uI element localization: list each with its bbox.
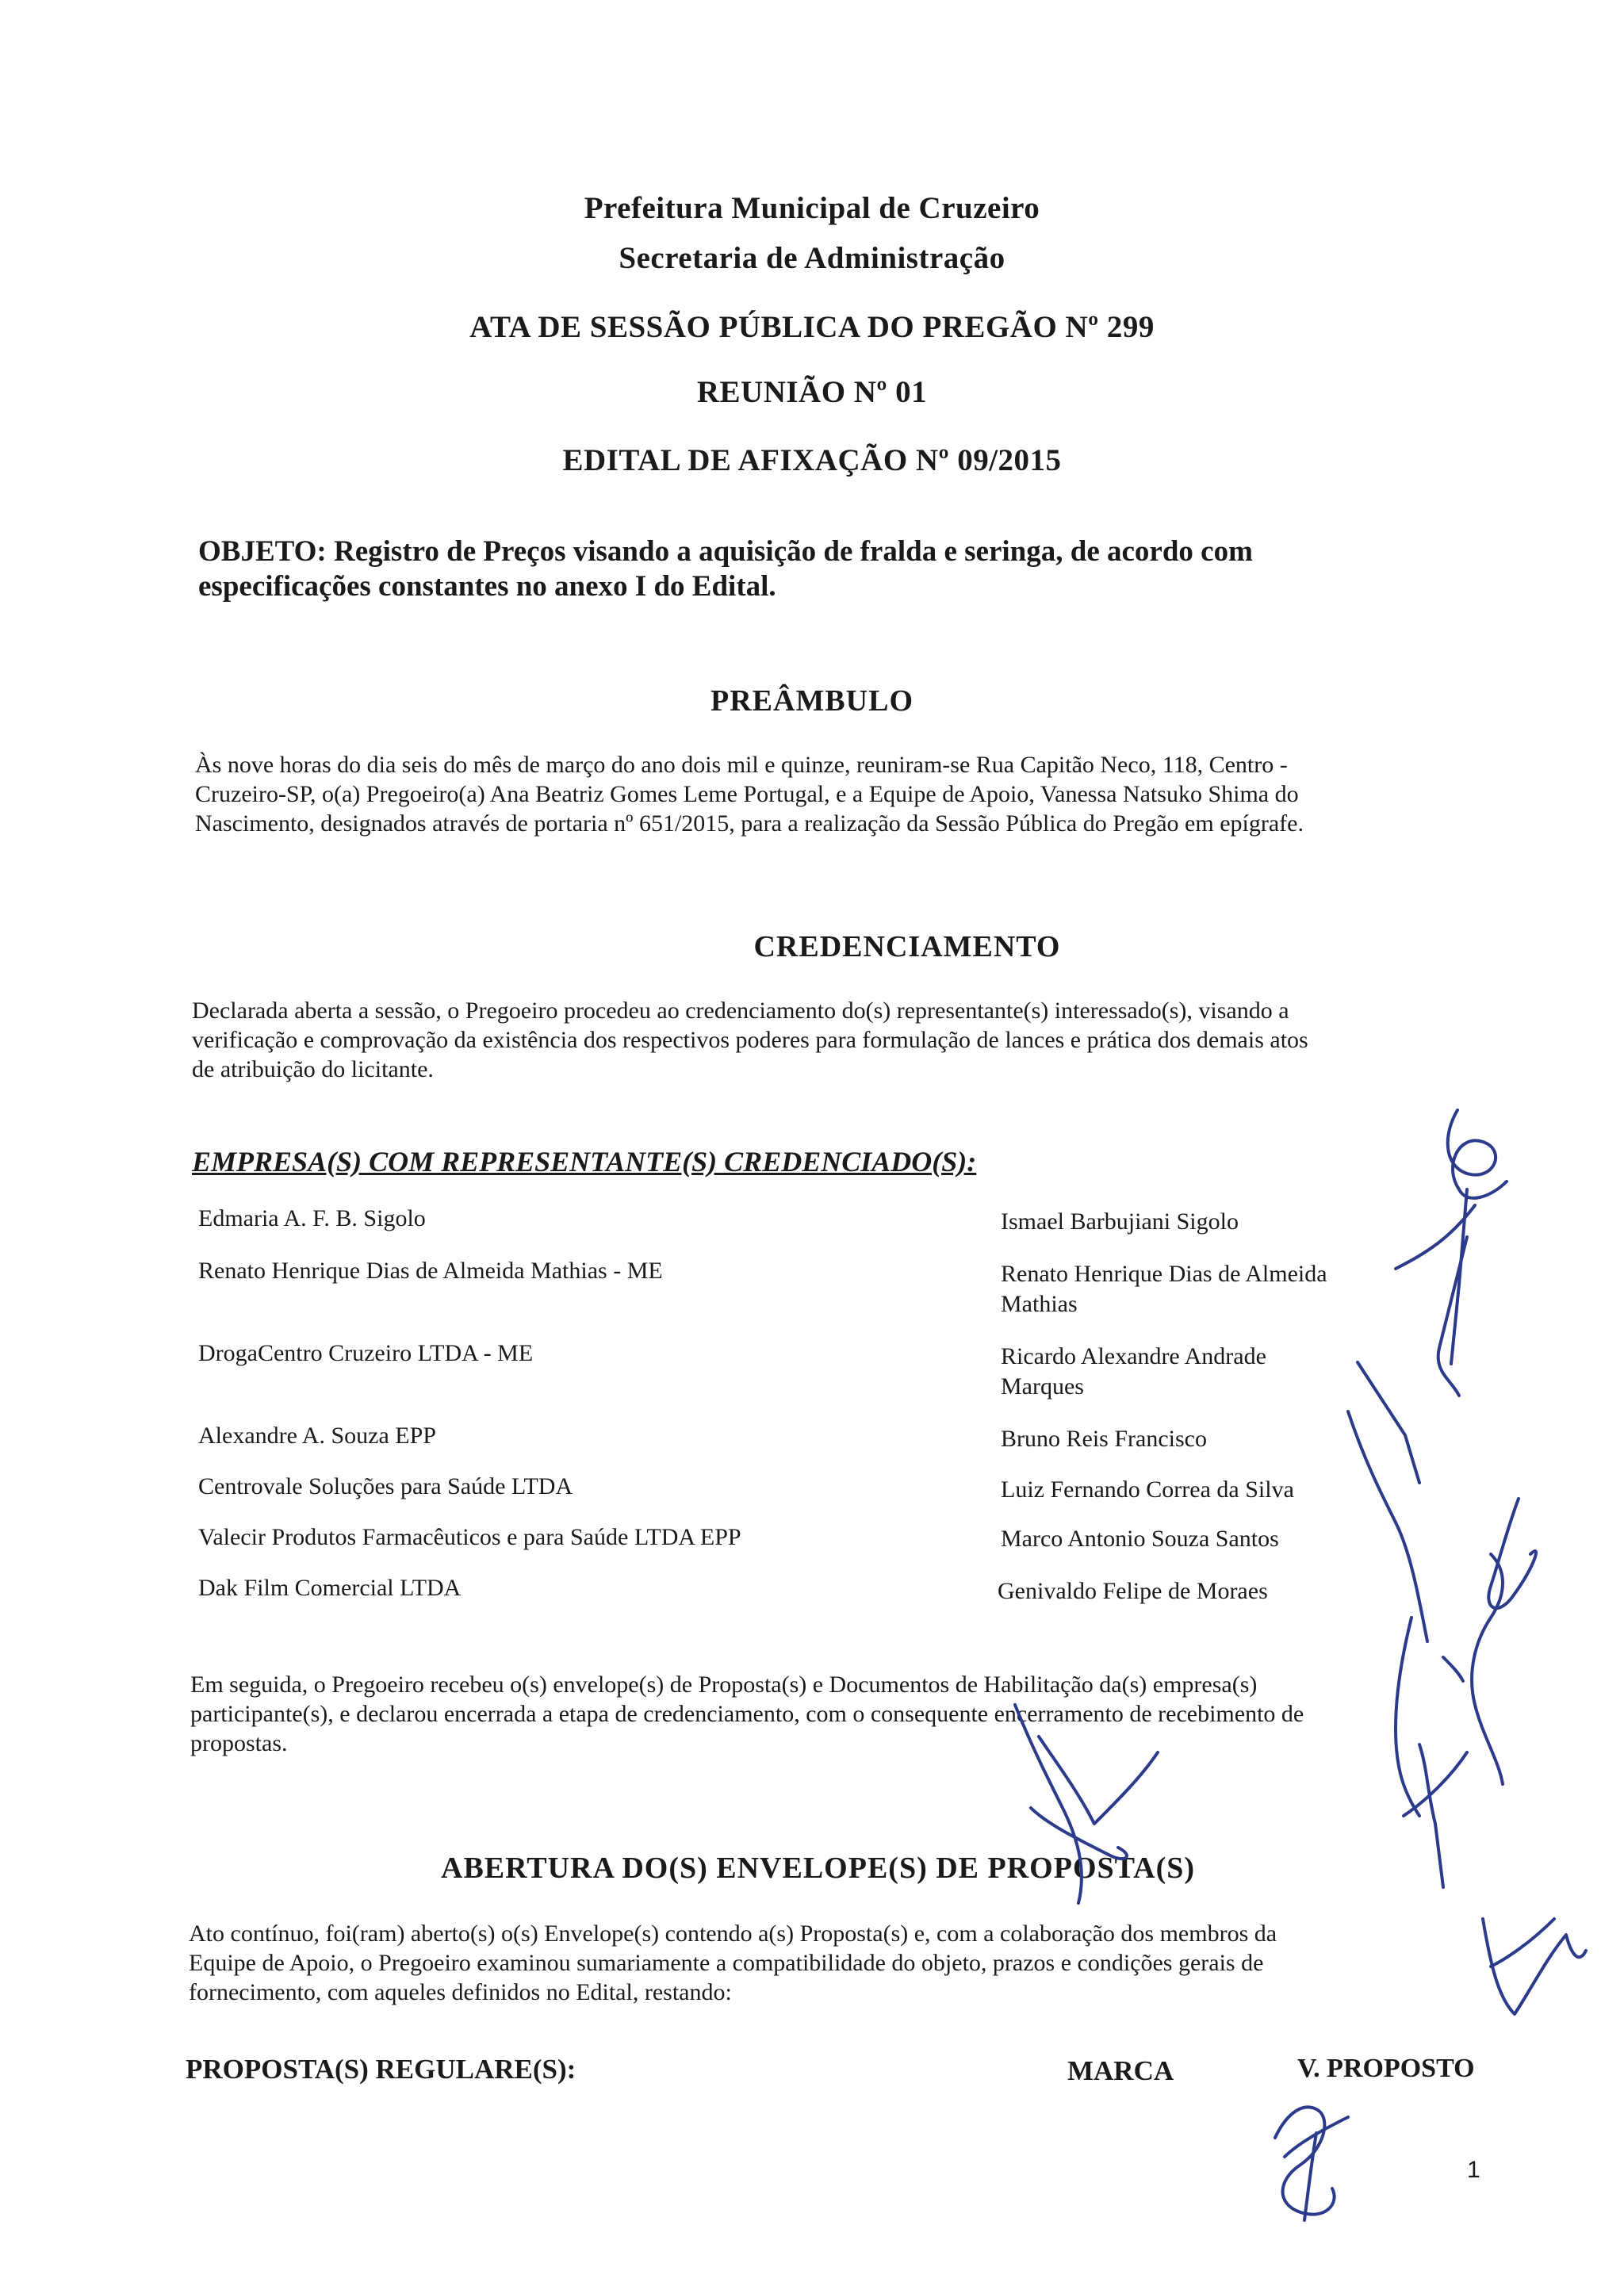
- credenciamento-title: CREDENCIAMENTO: [753, 930, 1061, 963]
- signature-mark: [1396, 1618, 1419, 1816]
- representative-name: Bruno Reis Francisco: [1001, 1426, 1207, 1452]
- signature-mark: [1015, 1705, 1082, 1903]
- edital-number: EDITAL DE AFIXAÇÃO Nº 09/2015: [562, 443, 1062, 477]
- signature-mark: [1451, 1189, 1467, 1364]
- signature-mark: [1472, 1554, 1503, 1784]
- company-name: Dak Film Comercial LTDA: [198, 1575, 462, 1601]
- valor-proposto-column-header: V. PROPOSTO: [1297, 2054, 1475, 2083]
- representative-name: Ricardo Alexandre Andrade Marques: [1001, 1343, 1266, 1400]
- company-name: Edmaria A. F. B. Sigolo: [198, 1205, 426, 1231]
- signature-mark: [1438, 1237, 1467, 1396]
- empresas-title: EMPRESA(S) COM REPRESENTANTE(S) CREDENCIADO(S):: [192, 1146, 977, 1178]
- signature-mark: [1304, 2133, 1316, 2220]
- signature-mark: [1448, 1110, 1507, 1198]
- objeto-line-1: OBJETO: Registro de Preços visando a aquisição de fralda e seringa, de acordo com: [198, 535, 1253, 568]
- objeto-line-2: especificações constantes no anexo I do Edital.: [198, 570, 776, 603]
- company-name: Valecir Produtos Farmacêuticos e para Saúde LTDA EPP: [198, 1524, 741, 1550]
- abertura-line-2: Equipe de Apoio, o Pregoeiro examinou sumariamente a compatibilidade do objeto, prazos e condições gerais de: [189, 1950, 1264, 1976]
- preambulo-line-1: Às nove horas do dia seis do mês de março do ano dois mil e quinze, reuniram-se Rua Capitão Neco, 118, Centro -: [195, 752, 1288, 778]
- company-name: Renato Henrique Dias de Almeida Mathias - ME: [198, 1258, 663, 1284]
- institution-name: Prefeitura Municipal de Cruzeiro: [584, 191, 1040, 225]
- credenciamento-line-3: de atribuição do licitante.: [192, 1056, 434, 1082]
- company-name: Alexandre A. Souza EPP: [198, 1423, 436, 1449]
- signature-mark: [1039, 1737, 1158, 1824]
- signature-mark: [1491, 1919, 1554, 1966]
- abertura-title: ABERTURA DO(S) ENVELOPE(S) DE PROPOSTA(S): [441, 1852, 1196, 1885]
- preambulo-line-2: Cruzeiro-SP, o(a) Pregoeiro(a) Ana Beatriz Gomes Leme Portugal, e a Equipe de Apoio, Vanessa Natsuko Shima do: [195, 781, 1299, 807]
- abertura-line-3: fornecimento, com aqueles definidos no Edital, restando:: [189, 1979, 732, 2005]
- representative-name: Luiz Fernando Correa da Silva: [1001, 1476, 1294, 1503]
- company-name: DrogaCentro Cruzeiro LTDA - ME: [198, 1340, 534, 1366]
- meeting-number: REUNIÃO Nº 01: [696, 375, 928, 409]
- seguida-line-2: participante(s), e declarou encerrada a etapa de credenciamento, com o consequente encerramento de recebimento de: [190, 1701, 1304, 1727]
- signature-mark: [1443, 1657, 1463, 1681]
- page-number: 1: [1467, 2157, 1480, 2183]
- representative-name: Genivaldo Felipe de Moraes: [998, 1578, 1268, 1604]
- credenciamento-line-1: Declarada aberta a sessão, o Pregoeiro procedeu ao credenciamento do(s) representante(s) interessado(s), visando a: [192, 998, 1289, 1024]
- preambulo-title: PREÂMBULO: [710, 684, 914, 718]
- signature-mark: [1488, 1499, 1536, 1608]
- representative-name: Renato Henrique Dias de Almeida Mathias: [1001, 1261, 1327, 1317]
- seguida-line-1: Em seguida, o Pregoeiro recebeu o(s) envelope(s) de Proposta(s) e Documentos de Habilitação da(s) empresa(s): [190, 1672, 1258, 1698]
- preambulo-line-3: Nascimento, designados através de portaria nº 651/2015, para a realização da Sessão Pública do Pregão em epígrafe.: [195, 810, 1304, 837]
- signature-mark: [1419, 1744, 1443, 1887]
- credenciamento-line-2: verificação e comprovação da existência dos respectivos poderes para formulação de lances e prática dos demais atos: [192, 1027, 1308, 1053]
- document-title: ATA DE SESSÃO PÚBLICA DO PREGÃO Nº 299: [469, 310, 1155, 344]
- seguida-line-3: propostas.: [190, 1730, 288, 1756]
- department-name: Secretaria de Administração: [619, 241, 1005, 275]
- propostas-regulares-label: PROPOSTA(S) REGULARE(S):: [186, 2054, 576, 2085]
- signature-mark: [1275, 2107, 1335, 2214]
- representative-name: Marco Antonio Souza Santos: [1001, 1526, 1279, 1552]
- representative-name: Ismael Barbujiani Sigolo: [1001, 1208, 1239, 1235]
- signature-mark: [1348, 1411, 1427, 1641]
- marca-column-header: MARCA: [1067, 2055, 1174, 2086]
- signature-mark: [1483, 1919, 1586, 2014]
- company-name: Centrovale Soluções para Saúde LTDA: [198, 1473, 573, 1499]
- abertura-line-1: Ato contínuo, foi(ram) aberto(s) o(s) Envelope(s) contendo a(s) Proposta(s) e, com a colaboração dos membros da: [189, 1920, 1277, 1947]
